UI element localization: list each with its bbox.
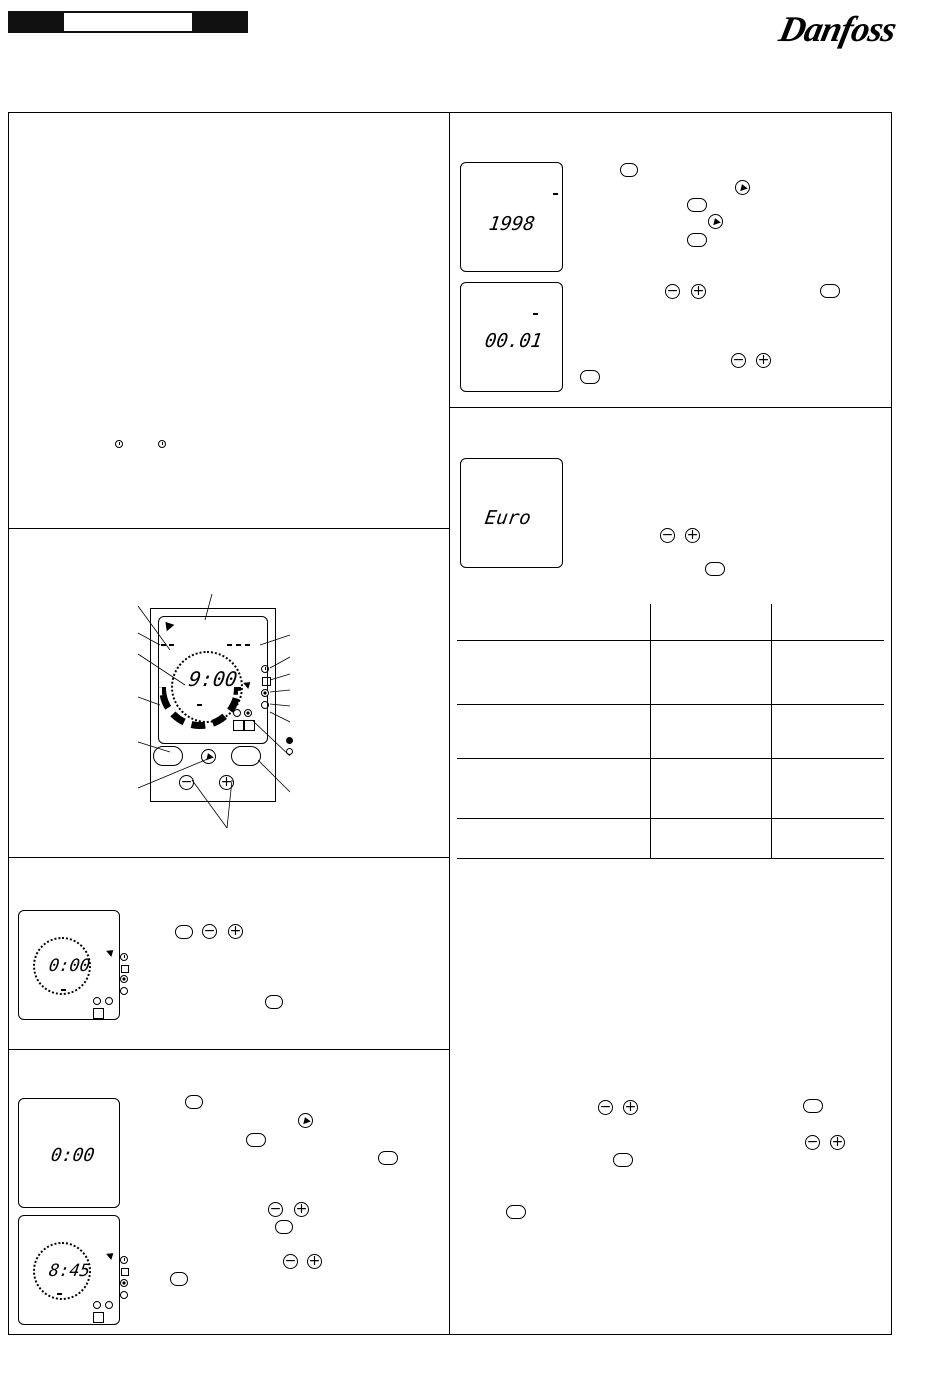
section-divider bbox=[8, 528, 449, 529]
mode-icon bbox=[93, 1301, 101, 1309]
select-button[interactable] bbox=[265, 995, 283, 1009]
minus-button[interactable]: − bbox=[661, 527, 674, 543]
main-time-display: 9:00 bbox=[187, 667, 239, 691]
table-column-line bbox=[771, 604, 772, 858]
plus-button[interactable]: + bbox=[308, 1253, 321, 1269]
mode-icon bbox=[105, 997, 113, 1005]
select-button[interactable] bbox=[687, 233, 707, 247]
minus-button[interactable]: − bbox=[599, 1099, 612, 1115]
mode-icon bbox=[120, 1279, 128, 1287]
lcd-time: 0:00 bbox=[49, 1145, 96, 1166]
select-button[interactable] bbox=[820, 284, 840, 298]
up-arrow-button[interactable] bbox=[298, 1113, 313, 1128]
select-button[interactable] bbox=[705, 562, 725, 576]
up-arrow-button[interactable] bbox=[735, 180, 750, 195]
select-button[interactable] bbox=[170, 1272, 188, 1286]
select-button[interactable] bbox=[185, 1095, 203, 1109]
section-divider bbox=[449, 407, 892, 408]
table-row-line bbox=[457, 640, 884, 641]
segment-mark bbox=[533, 313, 538, 315]
clock-icon bbox=[115, 440, 123, 448]
lcd-display bbox=[18, 910, 120, 1020]
brand-logo: Danfoss bbox=[775, 9, 900, 49]
mode-icon bbox=[120, 975, 128, 983]
plus-button[interactable]: + bbox=[757, 352, 770, 368]
plus-button[interactable]: + bbox=[295, 1201, 308, 1217]
plus-button[interactable]: + bbox=[229, 923, 242, 939]
mode-display: Euro bbox=[483, 507, 533, 529]
select-button[interactable] bbox=[620, 163, 638, 177]
year-display: 1998 bbox=[487, 213, 537, 235]
mode-icon bbox=[105, 1301, 113, 1309]
plus-button[interactable]: + bbox=[686, 527, 699, 543]
minus-button[interactable]: − bbox=[203, 923, 216, 939]
arrow-icon bbox=[106, 1250, 116, 1260]
lcd-display bbox=[460, 162, 563, 272]
arrow-icon bbox=[106, 947, 116, 957]
table-row-line bbox=[457, 758, 884, 759]
minus-button[interactable]: − bbox=[284, 1253, 297, 1269]
select-button[interactable] bbox=[613, 1153, 633, 1167]
lcd-display bbox=[18, 1215, 120, 1325]
segment-mark bbox=[553, 193, 558, 195]
leader-lines bbox=[130, 590, 300, 840]
section-divider bbox=[8, 857, 449, 858]
plus-button[interactable]: + bbox=[220, 774, 233, 790]
column-divider bbox=[449, 112, 450, 1335]
plus-button[interactable]: + bbox=[831, 1134, 844, 1150]
mode-icon bbox=[93, 1008, 104, 1019]
minus-button[interactable]: − bbox=[180, 774, 193, 790]
mode-icon bbox=[121, 1268, 129, 1276]
mode-icon bbox=[120, 1291, 128, 1299]
segment-mark bbox=[57, 1293, 62, 1295]
section-divider bbox=[8, 1049, 449, 1050]
select-button[interactable] bbox=[275, 1220, 293, 1234]
clock-icon bbox=[120, 1256, 128, 1264]
up-arrow-button[interactable] bbox=[708, 214, 723, 229]
lcd-display bbox=[18, 1098, 120, 1208]
clock-icon bbox=[120, 953, 128, 961]
plus-button[interactable]: + bbox=[624, 1099, 637, 1115]
table-row-line bbox=[457, 704, 884, 705]
select-button[interactable] bbox=[378, 1151, 398, 1165]
select-button[interactable] bbox=[687, 198, 707, 212]
select-button[interactable] bbox=[803, 1099, 823, 1113]
mode-icon bbox=[93, 1312, 104, 1323]
mode-icon bbox=[93, 997, 101, 1005]
mode-icon bbox=[121, 965, 129, 973]
minus-button[interactable]: − bbox=[732, 352, 745, 368]
select-button[interactable] bbox=[580, 370, 600, 384]
date-display: 00.01 bbox=[483, 330, 544, 352]
lcd-display bbox=[460, 458, 563, 568]
lcd-time: 0:00 bbox=[47, 956, 92, 976]
header-label-box bbox=[64, 13, 192, 31]
table-column-line bbox=[650, 604, 651, 858]
clock-icon bbox=[158, 440, 166, 448]
select-button[interactable] bbox=[246, 1133, 266, 1147]
table-row-line bbox=[457, 818, 884, 819]
lcd-time: 8:45 bbox=[47, 1261, 92, 1281]
select-button[interactable] bbox=[175, 925, 193, 939]
select-button[interactable] bbox=[506, 1205, 526, 1219]
mode-icon bbox=[120, 987, 128, 995]
lcd-display bbox=[460, 282, 563, 392]
minus-button[interactable]: − bbox=[806, 1134, 819, 1150]
table-row-line bbox=[457, 858, 884, 859]
plus-button[interactable]: + bbox=[692, 283, 705, 299]
segment-mark bbox=[61, 989, 66, 991]
minus-button[interactable]: − bbox=[666, 283, 679, 299]
minus-button[interactable]: − bbox=[269, 1201, 282, 1217]
